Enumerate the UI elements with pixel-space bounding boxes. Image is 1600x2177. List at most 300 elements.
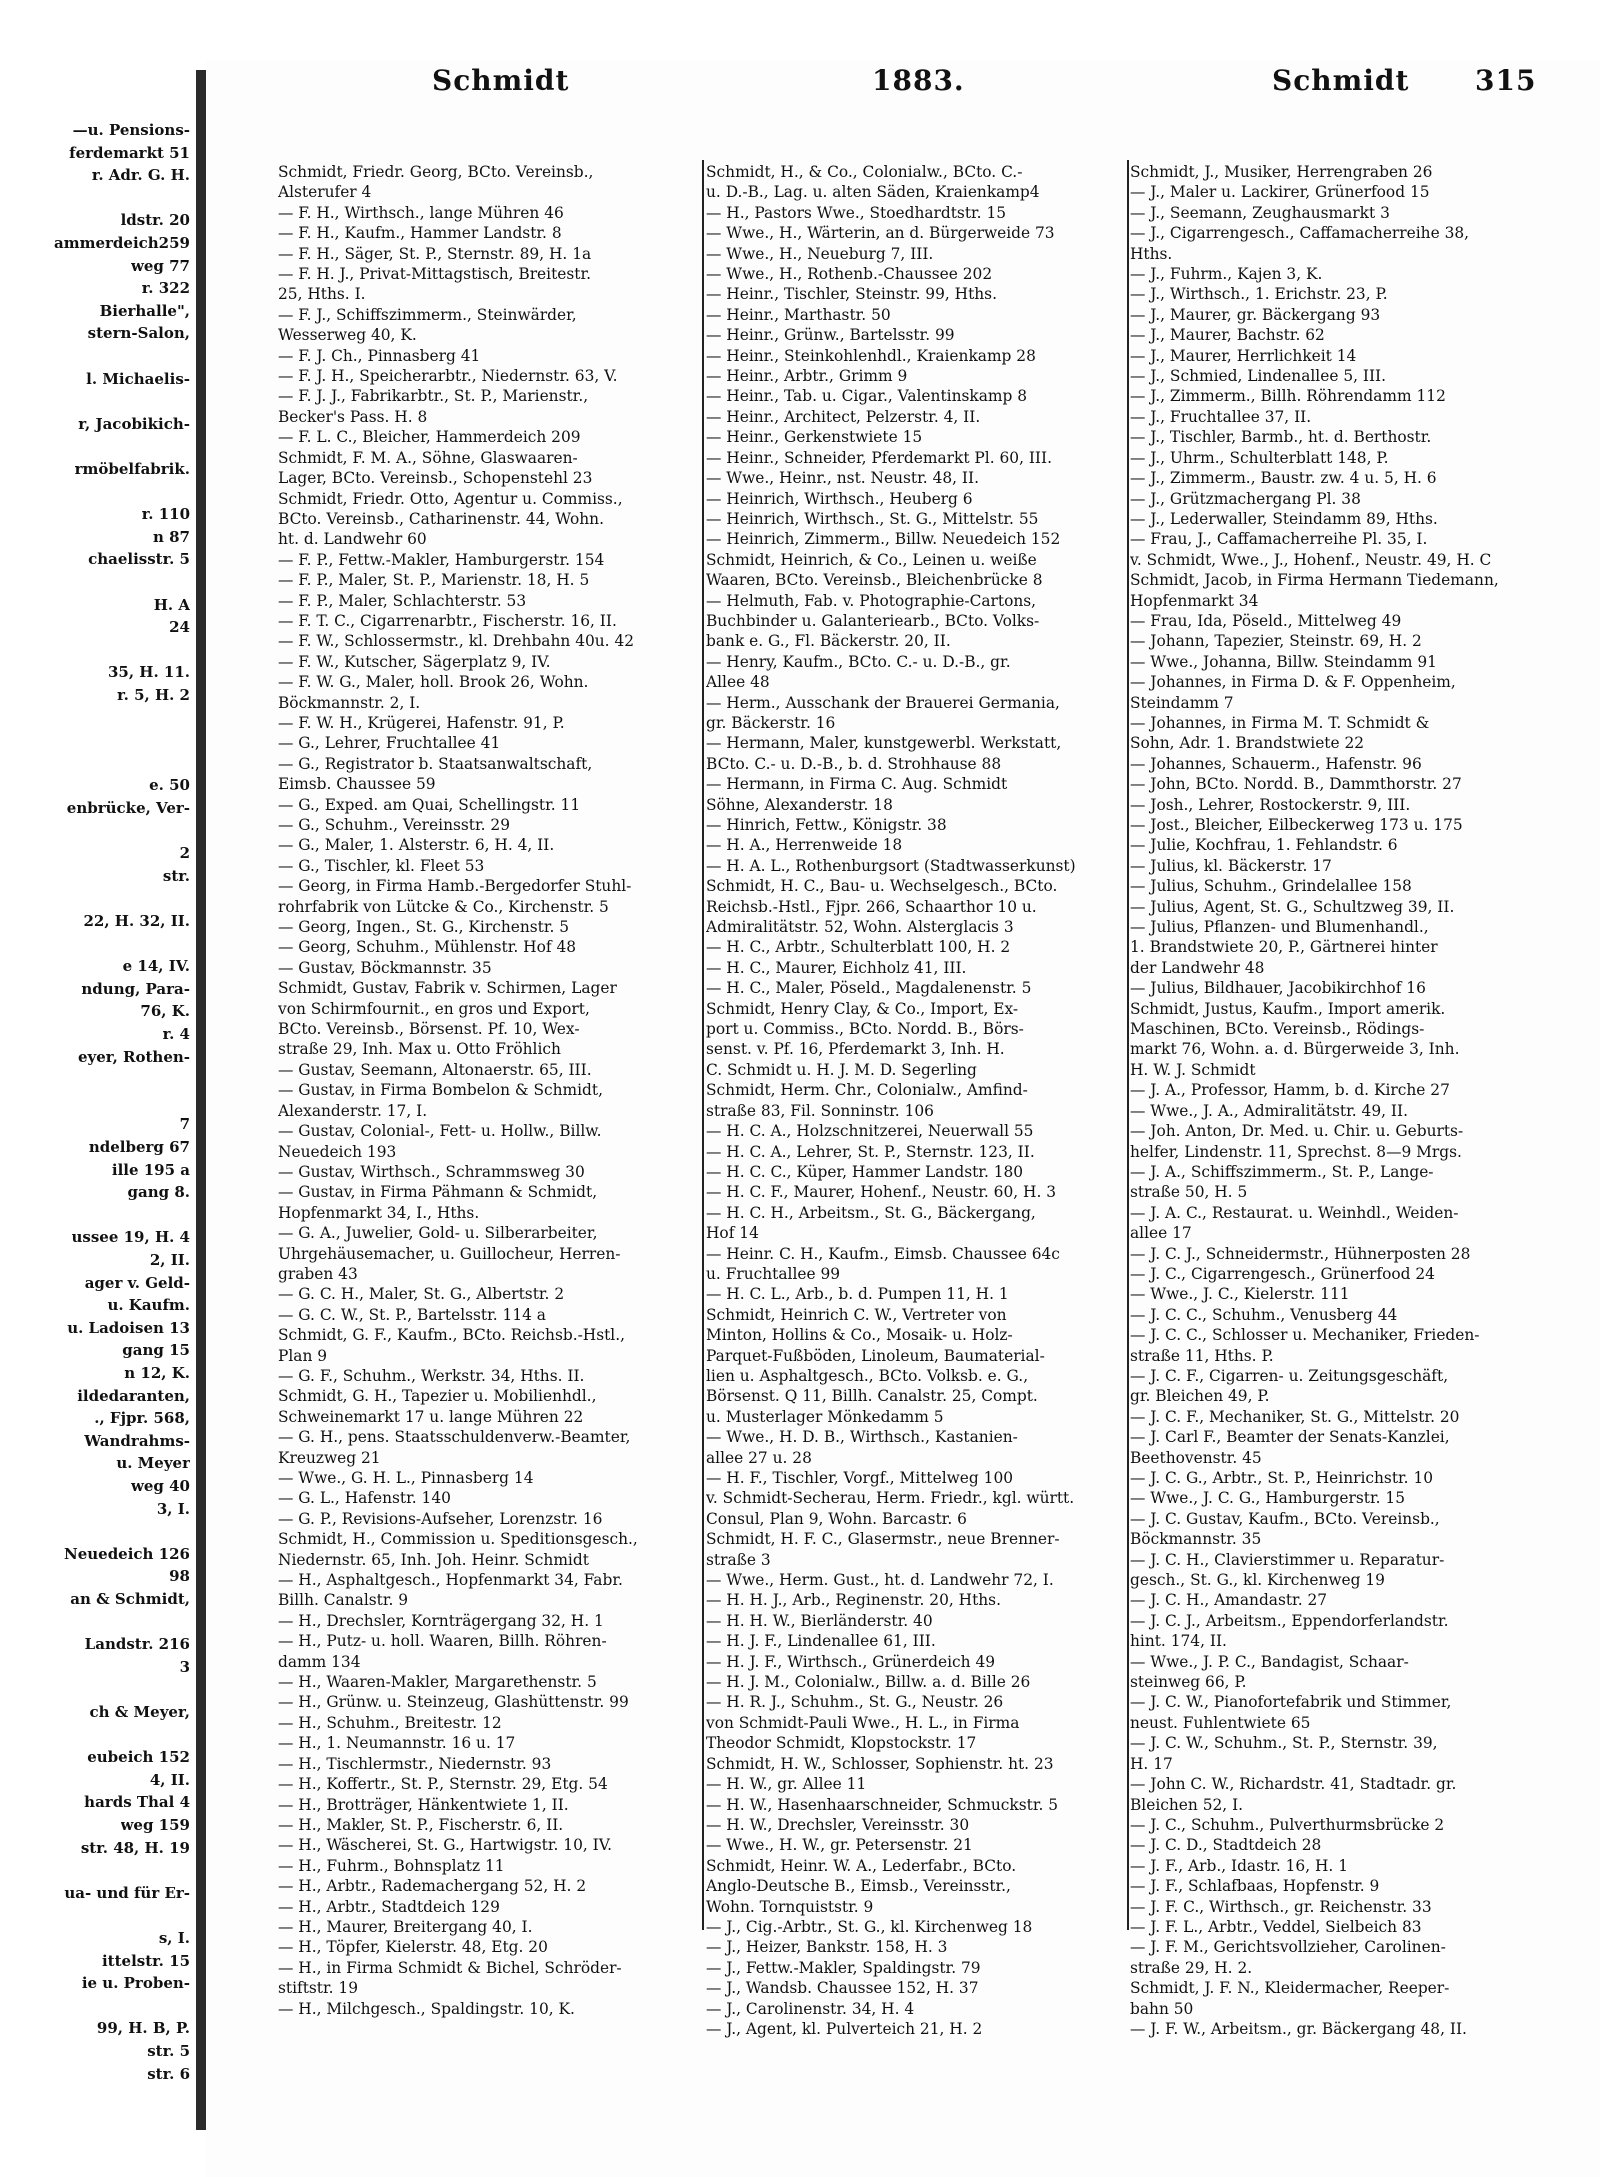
directory-entry-line: u. Musterlager Mönkedamm 5 bbox=[706, 1407, 944, 1426]
adjacent-page-line: ittelstr. 15 bbox=[101, 1952, 190, 1969]
adjacent-page-line: eubeich 152 bbox=[87, 1749, 190, 1766]
directory-entry-line: — H., Grünw. u. Steinzeug, Glashüttenstr. 99 bbox=[278, 1693, 629, 1712]
adjacent-page-line: r. 4 bbox=[162, 1026, 190, 1042]
directory-entry-line: v. Schmidt-Secherau, Herm. Friedr., kgl. württ. bbox=[706, 1489, 1075, 1508]
directory-entry-line: Schweinemarkt 17 u. lange Mühren 22 bbox=[278, 1407, 584, 1426]
directory-entry-line: Plan 9 bbox=[278, 1346, 328, 1365]
directory-entry-line: — G., Tischler, kl. Fleet 53 bbox=[278, 856, 485, 875]
directory-entry-line: straße 83, Fil. Sonninstr. 106 bbox=[706, 1101, 934, 1120]
directory-entry-line: Söhne, Alexanderstr. 18 bbox=[706, 795, 893, 814]
adjacent-page-line: 2 bbox=[179, 845, 190, 862]
directory-entry-line: Schmidt, Henry Clay, & Co., Import, Ex- bbox=[706, 999, 1019, 1018]
directory-entry-line: Schmidt, H. F. C., Glasermstr., neue Brenner- bbox=[706, 1530, 1060, 1549]
directory-entry-line: — Henry, Kaufm., BCto. C.- u. D.-B., gr. bbox=[706, 652, 1011, 671]
directory-entry-line: — J., Wirthsch., 1. Erichstr. 23, P. bbox=[1130, 285, 1388, 304]
directory-column-2 bbox=[706, 162, 1126, 2039]
directory-entry-line: — H. C., Maurer, Eichholz 41, III. bbox=[706, 958, 967, 977]
directory-entry-line: — J. F., Arb., Idastr. 16, H. 1 bbox=[1130, 1856, 1349, 1875]
adjacent-page-line: 4, II. bbox=[149, 1771, 190, 1788]
directory-entry-line: Allee 48 bbox=[706, 673, 770, 692]
directory-entry-line: — Heinr., Grünw., Bartelsstr. 99 bbox=[706, 326, 955, 345]
directory-entry-line: — J. C. W., Schuhm., St. P., Sternstr. 39, bbox=[1130, 1734, 1438, 1753]
adjacent-page-line: 7 bbox=[179, 1116, 190, 1133]
directory-entry-line: — H. W., Drechsler, Vereinsstr. 30 bbox=[706, 1815, 970, 1834]
adjacent-page-line: weg 159 bbox=[120, 1817, 190, 1833]
directory-entry-line: — Julius, Schuhm., Grindelallee 158 bbox=[1130, 877, 1412, 896]
directory-entry-line: — J. C. H., Amandastr. 27 bbox=[1130, 1591, 1328, 1610]
directory-entry-line: — H. A. L., Rothenburgsort (Stadtwasserkunst) bbox=[706, 856, 1076, 875]
directory-entry-line: — F. J. J., Fabrikarbtr., St. P., Marienstr., bbox=[278, 387, 589, 406]
directory-entry-line: allee 27 u. 28 bbox=[706, 1448, 812, 1467]
adjacent-page-line: enbrücke, Ver- bbox=[66, 800, 190, 816]
adjacent-page-line: an & Schmidt, bbox=[70, 1591, 190, 1607]
adjacent-page-line: ussee 19, H. 4 bbox=[71, 1229, 190, 1246]
directory-entry-line: Schmidt, F. M. A., Söhne, Glaswaaren- bbox=[278, 448, 578, 467]
directory-entry-line: — G. F., Schuhm., Werkstr. 34, Hths. II. bbox=[278, 1366, 585, 1385]
directory-entry-line: helfer, Lindenstr. 11, Sprechst. 8—9 Mrgs. bbox=[1130, 1142, 1462, 1161]
directory-entry-line: rohrfabrik von Lütcke & Co., Kirchenstr. 5 bbox=[278, 897, 609, 916]
directory-entry-line: — Julius, Bildhauer, Jacobikirchhof 16 bbox=[1130, 979, 1426, 998]
directory-entry-line: — J., Carolinenstr. 34, H. 4 bbox=[706, 1999, 915, 2018]
directory-entry-line: — Heinr., Architect, Pelzerstr. 4, II. bbox=[706, 407, 981, 426]
directory-entry-line: — G., Registrator b. Staatsanwaltschaft, bbox=[278, 754, 593, 773]
directory-entry-line: — Joh. Anton, Dr. Med. u. Chir. u. Geburts- bbox=[1130, 1122, 1464, 1141]
directory-entry-line: — J. C. Gustav, Kaufm., BCto. Vereinsb., bbox=[1130, 1509, 1440, 1528]
directory-entry-line: — J. C. F., Mechaniker, St. G., Mittelstr. 20 bbox=[1130, 1407, 1460, 1426]
directory-entry-line: Börsenst. Q 11, Billh. Canalstr. 25, Compt. bbox=[706, 1387, 1038, 1406]
directory-entry-line: — H. C. A., Holzschnitzerei, Neuerwall 55 bbox=[706, 1122, 1034, 1141]
directory-entry-line: — J. C. J., Schneidermstr., Hühnerposten 28 bbox=[1130, 1244, 1471, 1263]
directory-entry-line: — J., Heizer, Bankstr. 158, H. 3 bbox=[706, 1938, 948, 1957]
directory-entry-line: markt 76, Wohn. a. d. Bürgerweide 3, Inh. bbox=[1130, 1040, 1460, 1059]
directory-entry-line: — J., Maurer, Bachstr. 62 bbox=[1130, 326, 1325, 345]
directory-entry-line: — Wwe., J. P. C., Bandagist, Schaar- bbox=[1130, 1652, 1409, 1671]
directory-entry-line: — J. C., Cigarrengesch., Grünerfood 24 bbox=[1130, 1264, 1435, 1283]
directory-entry-line: v. Schmidt, Wwe., J., Hohenf., Neustr. 49, H. C bbox=[1130, 550, 1492, 569]
directory-entry-line: — Heinr., Marthastr. 50 bbox=[706, 305, 891, 324]
directory-entry-line: Reichsb.-Hstl., Fjpr. 266, Schaarthor 10 u. bbox=[706, 897, 1037, 916]
directory-entry-line: — J. F. C., Wirthsch., gr. Reichenstr. 33 bbox=[1130, 1897, 1432, 1916]
directory-entry-line: — F. W., Kutscher, Sägerplatz 9, IV. bbox=[278, 652, 551, 671]
directory-entry-line: Sohn, Adr. 1. Brandstwiete 22 bbox=[1130, 734, 1365, 753]
directory-entry-line: — G., Exped. am Quai, Schellingstr. 11 bbox=[278, 795, 581, 814]
directory-entry-line: — F. T. C., Cigarrenarbtr., Fischerstr. 16, II. bbox=[278, 611, 617, 630]
directory-entry-line: straße 11, Hths. P. bbox=[1130, 1346, 1274, 1365]
directory-entry-line: — F. H., Wirthsch., lange Mühren 46 bbox=[278, 203, 564, 222]
directory-entry-line: — Heinr., Tischler, Steinstr. 99, Hths. bbox=[706, 285, 997, 304]
directory-entry-line: — F. H. J., Privat-Mittagstisch, Breitestr. bbox=[278, 265, 592, 284]
directory-entry-line: — Julius, Agent, St. G., Schultzweg 39, II. bbox=[1130, 897, 1455, 916]
directory-entry-line: — H. W., gr. Allee 11 bbox=[706, 1775, 867, 1794]
directory-entry-line: Schmidt, J., Musiker, Herrengraben 26 bbox=[1130, 163, 1433, 181]
directory-entry-line: — J. A., Professor, Hamm, b. d. Kirche 27 bbox=[1130, 1081, 1450, 1100]
adjacent-page-line: e 14, IV. bbox=[122, 958, 190, 975]
directory-entry-line: — H. J. F., Lindenallee 61, III. bbox=[706, 1632, 936, 1651]
adjacent-page-line: hards Thal 4 bbox=[84, 1794, 190, 1811]
adjacent-page-line: rmöbelfabrik. bbox=[74, 461, 190, 477]
directory-entry-line: gr. Bleichen 49, P. bbox=[1130, 1387, 1270, 1406]
adjacent-page-line: ., Fjpr. 568, bbox=[94, 1410, 190, 1427]
adjacent-page-line: r. Adr. G. H. bbox=[91, 167, 190, 184]
directory-entry-line: — J., Tischler, Barmb., ht. d. Berthostr. bbox=[1130, 428, 1432, 447]
directory-entry-line: Hopfenmarkt 34, I., Hths. bbox=[278, 1203, 480, 1222]
directory-entry-line: — H., Maurer, Breitergang 40, I. bbox=[278, 1917, 533, 1936]
directory-entry-line: Becker's Pass. H. 8 bbox=[278, 407, 428, 426]
directory-entry-line: — G. L., Hafenstr. 140 bbox=[278, 1489, 451, 1508]
directory-entry-line: — J. A., Schiffszimmerm., St. P., Lange- bbox=[1130, 1162, 1434, 1181]
directory-entry-line: — Gustav, Böckmannstr. 35 bbox=[278, 958, 492, 977]
directory-entry-line: — Gustav, in Firma Bombelon & Schmidt, bbox=[278, 1081, 603, 1100]
directory-entry-line: — John C. W., Richardstr. 41, Stadtadr. gr. bbox=[1130, 1775, 1457, 1794]
directory-entry-line: — J. F. L., Arbtr., Veddel, Sielbeich 83 bbox=[1130, 1917, 1422, 1936]
directory-entry-line: gesch., St. G., kl. Kirchenweg 19 bbox=[1130, 1571, 1385, 1590]
adjacent-page-line: ch & Meyer, bbox=[89, 1704, 190, 1720]
directory-entry-line: Schmidt, Jacob, in Firma Hermann Tiedemann, bbox=[1130, 571, 1499, 590]
directory-entry-line: Böckmannstr. 35 bbox=[1130, 1530, 1262, 1549]
directory-entry-line: — Wwe., J. C. G., Hamburgerstr. 15 bbox=[1130, 1489, 1405, 1508]
directory-entry-line: — Heinr., Steinkohlenhdl., Kraienkamp 28 bbox=[706, 346, 1036, 365]
directory-entry-line: — H. C. F., Maurer, Hohenf., Neustr. 60, H. 3 bbox=[706, 1183, 1057, 1202]
directory-entry-line: — H., Brotträger, Hänkentwiete 1, II. bbox=[278, 1795, 569, 1814]
adjacent-page-line: 3, I. bbox=[156, 1500, 190, 1517]
adjacent-page-line: ferdemarkt 51 bbox=[69, 144, 190, 161]
directory-entry-line: — H., Fuhrm., Bohnsplatz 11 bbox=[278, 1856, 505, 1875]
directory-entry-line: 1. Brandstwiete 20, P., Gärtnerei hinter bbox=[1130, 938, 1438, 957]
directory-entry-line: Hths. bbox=[1130, 244, 1173, 263]
directory-entry-line: — J., Agent, kl. Pulverteich 21, H. 2 bbox=[706, 2019, 983, 2038]
directory-entry-line: port u. Commiss., BCto. Nordd. B., Börs- bbox=[706, 1020, 1024, 1039]
adjacent-page-line: weg 77 bbox=[130, 257, 190, 274]
directory-entry-line: — H. H. J., Arb., Reginenstr. 20, Hths. bbox=[706, 1591, 1001, 1610]
adjacent-page-line: str. 6 bbox=[147, 2065, 190, 2082]
directory-entry-line: — J., Fuhrm., Kajen 3, K. bbox=[1130, 265, 1323, 284]
directory-entry-line: Maschinen, BCto. Vereinsb., Rödings- bbox=[1130, 1020, 1425, 1039]
adjacent-page-line: r. 322 bbox=[141, 280, 190, 297]
directory-entry-line: — H. W., Hasenhaarschneider, Schmuckstr. 5 bbox=[706, 1795, 1059, 1814]
directory-entry-line: — H. C. C., Küper, Hammer Landstr. 180 bbox=[706, 1162, 1024, 1181]
directory-entry-line: — J. C., Schuhm., Pulverthurmsbrücke 2 bbox=[1130, 1815, 1445, 1834]
adjacent-page-line: weg 40 bbox=[130, 1478, 190, 1494]
directory-entry-line: — J., Maler u. Lackirer, Grünerfood 15 bbox=[1130, 183, 1430, 202]
directory-entry-line: — Johannes, in Firma M. T. Schmidt & bbox=[1130, 713, 1430, 732]
directory-entry-line: Schmidt, Gustav, Fabrik v. Schirmen, Lager bbox=[278, 979, 617, 998]
directory-entry-line: — J., Grützmachergang Pl. 38 bbox=[1130, 489, 1361, 508]
directory-entry-line: — Hermann, Maler, kunstgewerbl. Werkstatt, bbox=[706, 734, 1062, 753]
directory-entry-line: — H., Asphaltgesch., Hopfenmarkt 34, Fabr. bbox=[278, 1571, 623, 1590]
directory-entry-line: — Wwe., H. D. B., Wirthsch., Kastanien- bbox=[706, 1428, 1018, 1447]
directory-entry-line: — H. C. L., Arb., b. d. Pumpen 11, H. 1 bbox=[706, 1285, 1009, 1304]
directory-entry-line: — F. W., Schlossermstr., kl. Drehbahn 40u. 42 bbox=[278, 632, 635, 651]
adjacent-page-line: H. A bbox=[153, 596, 190, 613]
directory-entry-line: — Heinr., Arbtr., Grimm 9 bbox=[706, 367, 908, 386]
directory-entry-line: u. D.-B., Lag. u. alten Säden, Kraienkamp4 bbox=[706, 183, 1040, 202]
directory-entry-line: — J. F., Schlafbaas, Hopfenstr. 9 bbox=[1130, 1877, 1380, 1896]
directory-entry-line: — H., Pastors Wwe., Stoedhardtstr. 15 bbox=[706, 203, 1007, 222]
directory-entry-line: Niedernstr. 65, Inh. Joh. Heinr. Schmidt bbox=[278, 1550, 589, 1569]
directory-entry-line: Schmidt, Heinr. W. A., Lederfabr., BCto. bbox=[706, 1856, 1017, 1875]
directory-entry-line: steinweg 66, P. bbox=[1130, 1673, 1247, 1692]
directory-entry-line: — Frau, J., Caffamacherreihe Pl. 35, I. bbox=[1130, 530, 1428, 549]
directory-entry-line: — Georg, Ingen., St. G., Kirchenstr. 5 bbox=[278, 918, 570, 937]
adjacent-page-line: 98 bbox=[169, 1568, 190, 1585]
directory-entry-line: Lager, BCto. Vereinsb., Schopenstehl 23 bbox=[278, 469, 593, 488]
directory-entry-line: — G., Schuhm., Vereinsstr. 29 bbox=[278, 816, 510, 834]
directory-entry-line: straße 29, Inh. Max u. Otto Fröhlich bbox=[278, 1040, 561, 1059]
directory-entry-line: — Johannes, Schauerm., Hafenstr. 96 bbox=[1130, 754, 1422, 773]
directory-entry-line: — H., 1. Neumannstr. 16 u. 17 bbox=[278, 1734, 516, 1753]
directory-entry-line: — Heinr., Schneider, Pferdemarkt Pl. 60, III. bbox=[706, 448, 1052, 467]
directory-entry-line: — J. F. M., Gerichtsvollzieher, Carolinen- bbox=[1130, 1938, 1446, 1957]
adjacent-page-line: ager v. Geld- bbox=[84, 1274, 190, 1291]
directory-entry-line: Waaren, BCto. Vereinsb., Bleichenbrücke 8 bbox=[706, 571, 1043, 590]
directory-entry-line: — J. C. F., Cigarren- u. Zeitungsgeschäft, bbox=[1130, 1366, 1449, 1385]
directory-entry-line: ht. d. Landwehr 60 bbox=[278, 530, 427, 549]
directory-entry-line: — J., Maurer, gr. Bäckergang 93 bbox=[1130, 305, 1381, 324]
directory-entry-line: — H. F., Tischler, Vorgf., Mittelweg 100 bbox=[706, 1469, 1014, 1487]
directory-entry-line: straße 50, H. 5 bbox=[1130, 1183, 1248, 1202]
directory-entry-line: H. 17 bbox=[1130, 1754, 1173, 1773]
directory-entry-line: — Heinrich, Wirthsch., Heuberg 6 bbox=[706, 489, 973, 508]
directory-entry-line: — H. J. F., Wirthsch., Grünerdeich 49 bbox=[706, 1652, 996, 1671]
directory-entry-line: Beethovenstr. 45 bbox=[1130, 1448, 1262, 1467]
directory-entry-line: — Frau, Ida, Pöseld., Mittelweg 49 bbox=[1130, 611, 1402, 630]
adjacent-page-line: u. Meyer bbox=[116, 1455, 190, 1472]
directory-entry-line: Wohn. Tornquiststr. 9 bbox=[706, 1897, 874, 1916]
directory-entry-line: bank e. G., Fl. Bäckerstr. 20, II. bbox=[706, 632, 951, 651]
directory-entry-line: — Heinrich, Wirthsch., St. G., Mittelstr. 55 bbox=[706, 509, 1039, 528]
adjacent-page-line: ndung, Para- bbox=[81, 980, 190, 997]
directory-entry-line: lien u. Asphaltgesch., BCto. Volksb. e. G., bbox=[706, 1366, 1029, 1385]
directory-entry-line: — J., Lederwaller, Steindamm 89, Hths. bbox=[1130, 509, 1438, 528]
adjacent-page-line: Neuedeich 126 bbox=[63, 1545, 190, 1562]
adjacent-page-line: gang 15 bbox=[122, 1342, 190, 1359]
directory-entry-line: — H. R. J., Schuhm., St. G., Neustr. 26 bbox=[706, 1693, 1004, 1712]
directory-entry-line: — H., Schuhm., Breitestr. 12 bbox=[278, 1713, 502, 1732]
directory-entry-line: — Wwe., Herm. Gust., ht. d. Landwehr 72, I. bbox=[706, 1571, 1054, 1590]
directory-entry-line: Schmidt, Heinrich, & Co., Leinen u. weiße bbox=[706, 550, 1037, 569]
directory-entry-line: Schmidt, H. C., Bau- u. Wechselgesch., BCto. bbox=[706, 877, 1058, 896]
directory-entry-line: C. Schmidt u. H. J. M. D. Segerling bbox=[706, 1060, 977, 1079]
directory-entry-line: — F. L. C., Bleicher, Hammerdeich 209 bbox=[278, 428, 581, 447]
adjacent-page-line: n 12, K. bbox=[124, 1365, 190, 1381]
directory-entry-line: — J. C. C., Schlosser u. Mechaniker, Frieden- bbox=[1130, 1326, 1480, 1345]
directory-entry-line: straße 29, H. 2. bbox=[1130, 1958, 1253, 1977]
directory-entry-line: 25, Hths. I. bbox=[278, 285, 366, 304]
adjacent-page-line: ldstr. 20 bbox=[120, 212, 190, 229]
book-gutter bbox=[196, 70, 206, 2130]
page-number: 315 bbox=[1475, 64, 1537, 97]
directory-entry-line: Bleichen 52, I. bbox=[1130, 1795, 1244, 1814]
directory-entry-line: — F. H., Säger, St. P., Sternstr. 89, H. 1a bbox=[278, 244, 592, 263]
directory-entry-line: von Schmidt-Pauli Wwe., H. L., in Firma bbox=[706, 1713, 1020, 1732]
directory-entry-line: Schmidt, Friedr. Georg, BCto. Vereinsb., bbox=[278, 163, 594, 181]
directory-entry-line: — Hermann, in Firma C. Aug. Schmidt bbox=[706, 775, 1008, 794]
column-rule bbox=[1127, 160, 1129, 1930]
directory-entry-line: — J. C. D., Stadtdeich 28 bbox=[1130, 1836, 1322, 1855]
directory-entry-line: — J., Cigarrengesch., Caffamacherreihe 38, bbox=[1130, 224, 1470, 243]
directory-entry-line: bahn 50 bbox=[1130, 1999, 1194, 2018]
adjacent-page-line: ildedaranten, bbox=[77, 1387, 190, 1404]
directory-entry-line: — H. C. H., Arbeitsm., St. G., Bäckergang, bbox=[706, 1203, 1036, 1222]
directory-entry-line: — H., Arbtr., Stadtdeich 129 bbox=[278, 1897, 500, 1916]
directory-entry-line: — J. F. W., Arbeitsm., gr. Bäckergang 48, II. bbox=[1130, 2019, 1467, 2038]
directory-entry-line: — G. P., Revisions-Aufseher, Lorenzstr. 16 bbox=[278, 1509, 603, 1528]
directory-entry-line: — F. H., Kaufm., Hammer Landstr. 8 bbox=[278, 224, 562, 243]
directory-entry-line: Parquet-Fußböden, Linoleum, Baumaterial- bbox=[706, 1346, 1045, 1365]
directory-entry-line: — John, BCto. Nordd. B., Dammthorstr. 27 bbox=[1130, 775, 1462, 794]
directory-entry-line: Alsterufer 4 bbox=[278, 183, 372, 202]
directory-column-3 bbox=[1130, 162, 1550, 2039]
directory-entry-line: straße 3 bbox=[706, 1550, 771, 1569]
directory-entry-line: Wesserweg 40, K. bbox=[278, 326, 417, 345]
directory-entry-line: — F. W. H., Krügerei, Hafenstr. 91, P. bbox=[278, 713, 565, 732]
adjacent-page-line: s, I. bbox=[158, 1930, 190, 1946]
directory-entry-line: der Landwehr 48 bbox=[1130, 958, 1265, 977]
directory-entry-line: Hof 14 bbox=[706, 1224, 759, 1243]
directory-entry-line: hint. 174, II. bbox=[1130, 1632, 1227, 1651]
directory-entry-line: — J. C. G., Arbtr., St. P., Heinrichstr. 10 bbox=[1130, 1469, 1434, 1487]
directory-entry-line: — H. C., Maler, Pöseld., Magdalenenstr. 5 bbox=[706, 979, 1032, 998]
adjacent-page-line: stern-Salon, bbox=[87, 325, 190, 342]
adjacent-page-line: r. 5, H. 2 bbox=[117, 687, 190, 703]
directory-entry-line: Neuedeich 193 bbox=[278, 1142, 397, 1161]
adjacent-page-line: ndelberg 67 bbox=[88, 1139, 190, 1155]
directory-entry-line: — H., Koffertr., St. P., Sternstr. 29, Etg. 54 bbox=[278, 1775, 608, 1794]
adjacent-page-line: u. Kaufm. bbox=[107, 1297, 190, 1314]
adjacent-page-line: 3 bbox=[179, 1658, 190, 1675]
directory-entry-line: Steindamm 7 bbox=[1130, 693, 1234, 712]
directory-entry-line: — J. A. C., Restaurat. u. Weinhdl., Weiden- bbox=[1130, 1203, 1459, 1222]
directory-entry-line: — G. A., Juwelier, Gold- u. Silberarbeiter, bbox=[278, 1224, 598, 1243]
directory-entry-line: BCto. Vereinsb., Catharinenstr. 44, Wohn. bbox=[278, 509, 604, 528]
adjacent-page-line: ammerdeich259 bbox=[54, 235, 190, 251]
directory-entry-line: — H., Arbtr., Rademachergang 52, H. 2 bbox=[278, 1877, 587, 1896]
directory-entry-line: — Gustav, Colonial-, Fett- u. Hollw., Billw. bbox=[278, 1122, 602, 1141]
adjacent-page-line: Landstr. 216 bbox=[84, 1636, 190, 1653]
directory-entry-line: — Heinr., Gerkenstwiete 15 bbox=[706, 428, 923, 447]
directory-entry-line: — Gustav, in Firma Pähmann & Schmidt, bbox=[278, 1183, 598, 1202]
directory-entry-line: — J. C. J., Arbeitsm., Eppendorferlandstr. bbox=[1130, 1611, 1449, 1630]
directory-entry-line: — H., Drechsler, Kornträgergang 32, H. 1 bbox=[278, 1611, 604, 1630]
directory-entry-line: — F. J., Schiffszimmerm., Steinwärder, bbox=[278, 305, 577, 324]
directory-entry-line: — H., in Firma Schmidt & Bichel, Schröder- bbox=[278, 1958, 622, 1977]
directory-entry-line: Anglo-Deutsche B., Eimsb., Vereinsstr., bbox=[706, 1877, 1011, 1896]
directory-entry-line: — J., Fruchtallee 37, II. bbox=[1130, 407, 1312, 426]
directory-entry-line: — F. J. Ch., Pinnasberg 41 bbox=[278, 346, 481, 365]
adjacent-page-line: 35, H. 11. bbox=[107, 664, 190, 681]
directory-entry-line: — J. C. W., Pianofortefabrik und Stimmer, bbox=[1130, 1693, 1452, 1712]
adjacent-page-line: r. 110 bbox=[141, 506, 190, 523]
directory-entry-line: — J., Wandsb. Chaussee 152, H. 37 bbox=[706, 1979, 979, 1998]
directory-entry-line: BCto. Vereinsb., Börsenst. Pf. 10, Wex- bbox=[278, 1020, 580, 1039]
directory-entry-line: Schmidt, H., Commission u. Speditionsgesch., bbox=[278, 1530, 638, 1549]
directory-entry-line: — F. P., Maler, St. P., Marienstr. 18, H. 5 bbox=[278, 571, 590, 590]
adjacent-page-line: —u. Pensions- bbox=[72, 122, 190, 138]
directory-entry-line: — Heinr., Tab. u. Cigar., Valentinskamp 8 bbox=[706, 387, 1028, 406]
directory-entry-line: — G. C. W., St. P., Bartelsstr. 114 a bbox=[278, 1305, 546, 1324]
directory-entry-line: — F. P., Fettw.-Makler, Hamburgerstr. 154 bbox=[278, 550, 605, 569]
directory-entry-line: — Wwe., Johanna, Billw. Steindamm 91 bbox=[1130, 652, 1437, 671]
adjacent-page-line: 76, K. bbox=[140, 1003, 190, 1020]
directory-entry-line: — Helmuth, Fab. v. Photographie-Cartons, bbox=[706, 591, 1037, 610]
directory-entry-line: — G., Lehrer, Fruchtallee 41 bbox=[278, 734, 501, 753]
directory-entry-line: — G. H., pens. Staatsschuldenverw.-Beamter, bbox=[278, 1428, 631, 1447]
directory-entry-line: — H., Putz- u. holl. Waaren, Billh. Röhren- bbox=[278, 1632, 607, 1651]
directory-entry-line: — Hinrich, Fettw., Königstr. 38 bbox=[706, 816, 947, 834]
directory-entry-line: — Gustav, Seemann, Altonaerstr. 65, III. bbox=[278, 1060, 592, 1079]
directory-entry-line: — Julius, kl. Bäckerstr. 17 bbox=[1130, 856, 1332, 875]
adjacent-page-line: 2, II. bbox=[149, 1252, 190, 1268]
directory-entry-line: neust. Fuhlentwiete 65 bbox=[1130, 1713, 1311, 1732]
directory-entry-line: — J. C. C., Schuhm., Venusberg 44 bbox=[1130, 1305, 1398, 1324]
directory-entry-line: BCto. C.- u. D.-B., b. d. Strohhause 88 bbox=[706, 754, 1002, 773]
directory-entry-line: — Heinr. C. H., Kaufm., Eimsb. Chaussee 64c bbox=[706, 1244, 1060, 1263]
directory-entry-line: — Wwe., H., Rothenb.-Chaussee 202 bbox=[706, 265, 993, 284]
adjacent-page-fragment bbox=[0, 70, 196, 2110]
adjacent-page-line: str. bbox=[162, 867, 190, 884]
directory-entry-line: Consul, Plan 9, Wohn. Barcastr. 6 bbox=[706, 1509, 967, 1528]
directory-entry-line: von Schirmfournit., en gros und Export, bbox=[278, 999, 590, 1018]
directory-entry-line: Schmidt, Heinrich C. W., Vertreter von bbox=[706, 1305, 1007, 1324]
directory-entry-line: — J. Carl F., Beamter der Senats-Kanzlei, bbox=[1130, 1428, 1450, 1447]
directory-entry-line: — H., Milchgesch., Spaldingstr. 10, K. bbox=[278, 1999, 575, 2018]
adjacent-page-line: ie u. Proben- bbox=[81, 1975, 190, 1992]
directory-entry-line: — Heinrich, Zimmerm., Billw. Neuedeich 152 bbox=[706, 530, 1061, 549]
directory-entry-line: — Johann, Tapezier, Steinstr. 69, H. 2 bbox=[1130, 632, 1422, 651]
directory-entry-line: — Wwe., H. W., gr. Petersenstr. 21 bbox=[706, 1836, 973, 1855]
directory-entry-line: damm 134 bbox=[278, 1652, 361, 1671]
directory-entry-line: — H. A., Herrenweide 18 bbox=[706, 836, 903, 855]
directory-entry-line: — J., Cig.-Arbtr., St. G., kl. Kirchenweg 18 bbox=[706, 1917, 1033, 1936]
directory-entry-line: — J. C. H., Clavierstimmer u. Reparatur- bbox=[1130, 1550, 1445, 1569]
directory-entry-line: H. W. J. Schmidt bbox=[1130, 1060, 1256, 1079]
directory-entry-line: — Herm., Ausschank der Brauerei Germania, bbox=[706, 693, 1060, 712]
directory-entry-line: — J., Zimmerm., Billh. Röhrendamm 112 bbox=[1130, 387, 1446, 406]
adjacent-page-line: 99, H. B, P. bbox=[96, 2020, 190, 2037]
directory-entry-line: u. Fruchtallee 99 bbox=[706, 1264, 841, 1283]
adjacent-page-line: 22, H. 32, II. bbox=[83, 913, 190, 929]
directory-entry-line: — J., Zimmerm., Baustr. zw. 4 u. 5, H. 6 bbox=[1130, 469, 1437, 488]
directory-entry-line: — Jost., Bleicher, Eilbeckerweg 173 u. 175 bbox=[1130, 816, 1463, 834]
directory-entry-line: Böckmannstr. 2, I. bbox=[278, 693, 421, 712]
directory-entry-line: Hopfenmarkt 34 bbox=[1130, 591, 1259, 610]
directory-entry-line: Minton, Hollins & Co., Mosaik- u. Holz- bbox=[706, 1326, 1013, 1345]
column-rule bbox=[702, 160, 704, 1930]
directory-entry-line: — F. P., Maler, Schlachterstr. 53 bbox=[278, 591, 527, 610]
directory-entry-line: graben 43 bbox=[278, 1264, 358, 1283]
directory-entry-line: — H., Töpfer, Kielerstr. 48, Etg. 20 bbox=[278, 1938, 548, 1957]
directory-entry-line: — Johannes, in Firma D. & F. Oppenheim, bbox=[1130, 673, 1456, 692]
directory-entry-line: — Wwe., Heinr., nst. Neustr. 48, II. bbox=[706, 469, 979, 488]
year-heading: 1883. bbox=[872, 64, 965, 97]
adjacent-page-line: ille 195 a bbox=[111, 1161, 190, 1178]
directory-entry-line: — Wwe., H., Wärterin, an d. Bürgerweide 73 bbox=[706, 224, 1055, 243]
directory-entry-line: — Georg, in Firma Hamb.-Bergedorfer Stuhl- bbox=[278, 877, 632, 896]
directory-entry-line: — Gustav, Wirthsch., Schrammsweg 30 bbox=[278, 1162, 585, 1181]
directory-entry-line: Alexanderstr. 17, I. bbox=[278, 1101, 428, 1120]
directory-entry-line: Schmidt, H. W., Schlosser, Sophienstr. ht. 23 bbox=[706, 1754, 1054, 1773]
directory-entry-line: Schmidt, H., & Co., Colonialw., BCto. C.- bbox=[706, 163, 1023, 181]
directory-entry-line: gr. Bäckerstr. 16 bbox=[706, 713, 836, 732]
directory-entry-line: Uhrgehäusemacher, u. Guillocheur, Herren- bbox=[278, 1244, 621, 1263]
directory-entry-line: — H. C., Arbtr., Schulterblatt 100, H. 2 bbox=[706, 938, 1011, 957]
directory-entry-line: — H., Waaren-Makler, Margarethenstr. 5 bbox=[278, 1673, 597, 1692]
directory-entry-line: allee 17 bbox=[1130, 1224, 1192, 1243]
directory-entry-line: Schmidt, J. F. N., Kleidermacher, Reeper- bbox=[1130, 1979, 1450, 1998]
directory-entry-line: Billh. Canalstr. 9 bbox=[278, 1591, 409, 1610]
adjacent-page-line: ua- und für Er- bbox=[64, 1884, 190, 1901]
directory-entry-line: — J., Seemann, Zeughausmarkt 3 bbox=[1130, 203, 1390, 222]
